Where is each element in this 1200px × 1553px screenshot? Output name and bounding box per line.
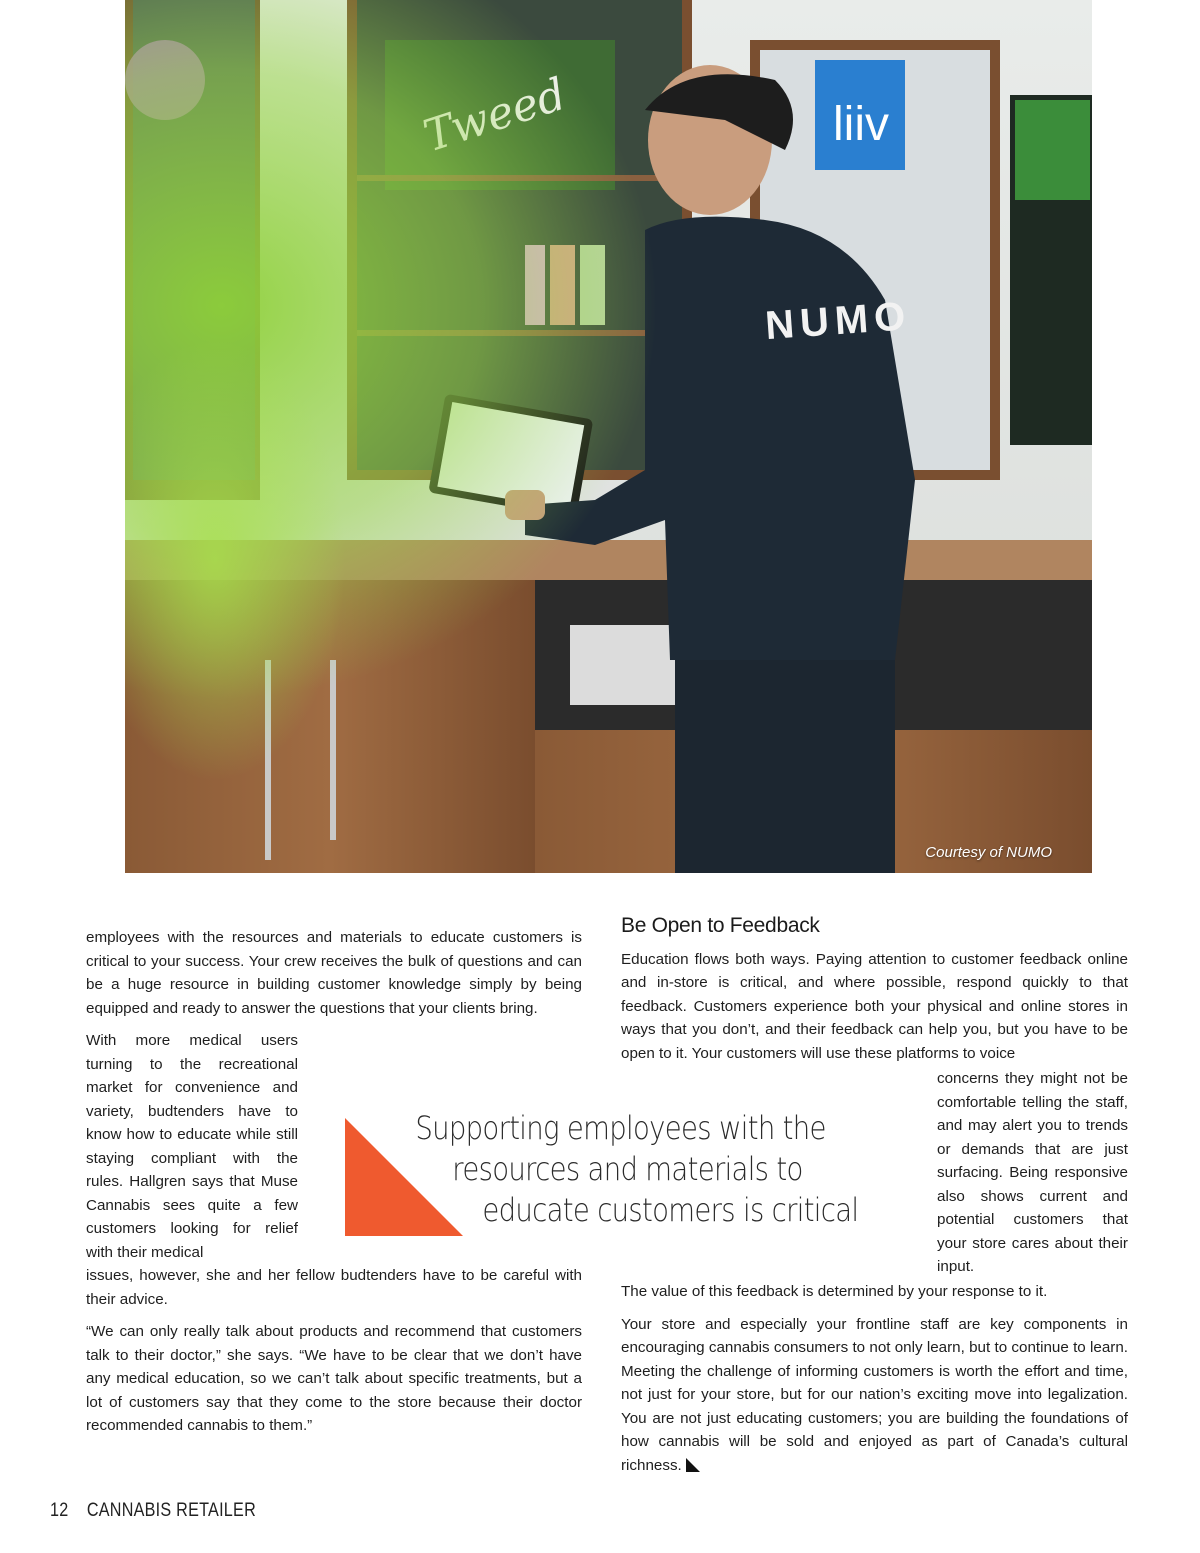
left-paragraph-2-rest: issues, however, she and her fellow budtenders have to be careful with their advice.	[86, 1267, 582, 1308]
left-paragraph-1: employees with the resources and materials to educate customers is critical to your success. Your crew receives the bulk of questions and can be a huge resource in building customer knowledge simply by being equipped and ready to answer the questions that your clients bring.	[86, 929, 582, 1017]
left-paragraph-2-narrow: With more medical users turning to the recreational market for convenience and variety, budtenders have to know how to educate while still staying compliant with the rules. Hallgren says that Muse Cannabis sees quite a few customers looking for relief with their medical	[86, 1032, 298, 1261]
page-number: 12	[50, 1500, 69, 1521]
feature-photo	[125, 0, 1092, 873]
pull-quote-line-3: educate customers is critical	[482, 1191, 859, 1229]
right-paragraph-2-text: Your store and especially your frontline staff are key components in encouraging cannabis consumers to not only learn, but to continue to learn. Meeting the challenge of informing customers is worth the effort and time, not just for your store, but for our nation’s exciting move into legalization. You are not just educating customers; you are building the foundations of how cannabis will be sold and enjoyed as part of Canada’s cultural richness.	[621, 1315, 1128, 1474]
pull-quote-line-1: Supporting employees with the	[415, 1109, 826, 1147]
pull-quote-line-2: resources and materials to	[452, 1150, 803, 1188]
left-paragraph-3: “We can only really talk about products and recommend that customers talk to their doctor,” she says. “We have to be clear that we don’t have any medical education, so we can’t talk about specific treatments, but a lot of customers say that they come to the store because their doctor recommended cannabis to them.”	[86, 1323, 582, 1434]
store-photo-illustration	[125, 0, 1092, 873]
right-paragraph-1-narrow: concerns they might not be comfortable telling the staff, and may alert you to trends or demands that are just surfacing. Being responsive also shows current and potential customers that your store cares about their input.	[937, 1070, 1128, 1275]
right-column	[621, 914, 1128, 1065]
right-paragraph-1-end: The value of this feedback is determined by your response to it.	[621, 1283, 1048, 1300]
page-footer	[50, 1500, 256, 1522]
pull-quote	[345, 1108, 905, 1238]
pull-quote-text	[405, 1108, 859, 1231]
photo-credit: Courtesy of NUMO	[925, 844, 1052, 861]
right-paragraph-1-top: Education flows both ways. Paying attention to customer feedback online and in-store is critical, and where possible, respond quickly to that feedback. Customers experience both your physical and online stores in ways that you don’t, and their feedback can help you, but you have to be open to it. Your customers will use these platforms to voice	[621, 950, 1128, 1062]
right-column-lower	[621, 1280, 1128, 1477]
publication-name: CANNABIS RETAILER	[86, 1500, 256, 1521]
end-of-article-icon	[686, 1458, 700, 1472]
right-paragraph-2	[621, 1313, 1128, 1478]
section-heading: Be Open to Feedback	[621, 914, 820, 937]
